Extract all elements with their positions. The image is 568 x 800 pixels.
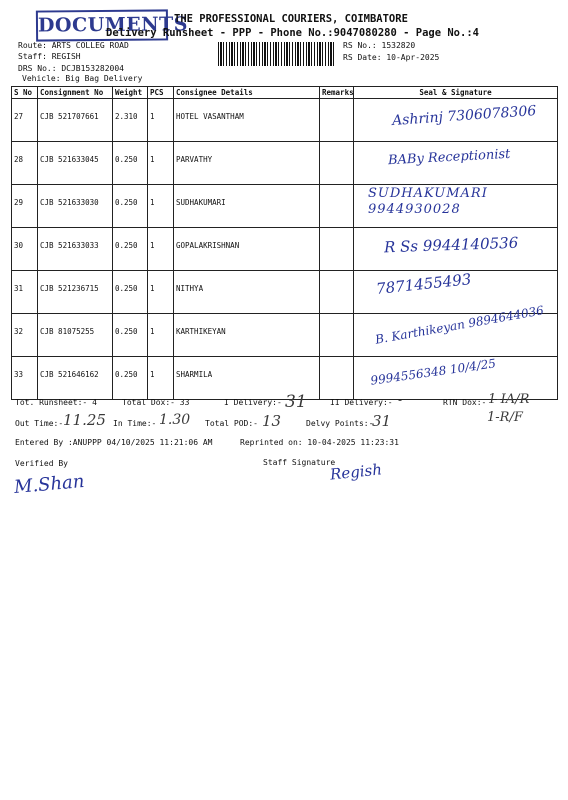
rtn-dox-label: RTN Dox:- [443,398,487,407]
staff-signature-label: Staff Signature [263,458,336,467]
cell-weight: 0.250 [113,314,148,357]
verified-by-label: Verified By [15,459,68,468]
signature-row-29: SUDHAKUMARI 9944930028 [368,186,488,217]
cell-remarks [320,228,354,271]
cell-consignment: CJB 521633033 [38,228,113,271]
table-header-row [12,87,558,99]
drs-label: DRS No.: DCJB153282004 [18,64,124,73]
cell-pcs: 1 [148,142,174,185]
cell-weight: 0.250 [113,357,148,400]
cell-consignment: CJB 521633030 [38,185,113,228]
cell-consignment: CJB 81075255 [38,314,113,357]
cell-pcs: 1 [148,314,174,357]
out-time-value: 11.25 [63,411,106,429]
column-header: Weight [113,87,148,99]
signature-row-27: Ashrinj 7306078306 [391,102,537,130]
cell-weight: 2.310 [113,99,148,142]
cell-remarks [320,99,354,142]
cell-consignment: CJB 521633045 [38,142,113,185]
rtn-dox-value: 1-IA/R [488,392,530,407]
delvy-points-value: 31 [372,412,392,430]
cell-sno: 33 [12,357,38,400]
cell-weight: 0.250 [113,142,148,185]
cell-weight: 0.250 [113,271,148,314]
runsheet-title: Delivery Runsheet - PPP - Phone No.:9047080280 - Page No.:4 [106,27,479,39]
verified-signature: M.Shan [13,470,86,499]
out-time-label: Out Time:- [15,419,64,428]
documents-stamp: DOCUMENTS [36,9,168,41]
cell-remarks [320,357,354,400]
staff-label: Staff: REGISH [18,52,81,61]
total-pod-label: Total POD:- [205,419,258,428]
i-delivery-value: 31 [285,392,307,412]
cell-pcs: 1 [148,271,174,314]
cell-remarks [320,142,354,185]
cell-consignment: CJB 521236715 [38,271,113,314]
signature-row-32: B. Karthikeyan 9894644036 [374,303,545,347]
cell-sno: 28 [12,142,38,185]
cell-weight: 0.250 [113,228,148,271]
total-dox: Total Dox:- 33 [122,398,190,407]
cell-consignee: PARVATHY [174,142,320,185]
vehicle-label: Vehicle: Big Bag Delivery [22,74,143,83]
tot-runsheet: Tot. Runsheet:- 4 [15,398,97,407]
column-header: Remarks [320,87,354,99]
column-header: Consignee Details [174,87,320,99]
cell-consignee: SHARMILA [174,357,320,400]
delvy-points-label: Delvy Points:- [306,419,374,428]
signature-row-33: 9994556348 10/4/25 [369,356,497,388]
staff-signature: Regish [329,460,383,484]
signature-row-28: BABy Receptionist [387,146,511,169]
cell-sno: 27 [12,99,38,142]
company-title: THE PROFESSIONAL COURIERS, COIMBATORE [174,13,408,25]
in-time-value: 1.30 [159,412,191,428]
rs-date: RS Date: 10-Apr-2025 [343,53,440,62]
cell-consignee: KARTHIKEYAN [174,314,320,357]
entered-by: Entered By :ANUPPP 04/10/2025 11:21:06 AM [15,438,213,447]
cell-consignment: CJB 521707661 [38,99,113,142]
cell-sno: 32 [12,314,38,357]
ii-delivery-label: II Delivery:- [330,398,393,407]
column-header: PCS [148,87,174,99]
cell-consignee: GOPALAKRISHNAN [174,228,320,271]
in-time-label: In Time:- [113,419,157,428]
i-delivery-label: I Delivery:- [224,398,282,407]
cell-sno: 30 [12,228,38,271]
table-row [12,271,558,314]
route-label: Route: ARTS COLLEG ROAD [18,41,129,50]
column-header: S No [12,87,38,99]
cell-pcs: 1 [148,228,174,271]
signature-row-30: R Ss 9944140536 [383,233,519,257]
column-header: Consignment No [38,87,113,99]
cell-consignee: NITHYA [174,271,320,314]
ii-delivery-value: - [398,393,403,407]
cell-remarks [320,185,354,228]
reprinted-on: Reprinted on: 10-04-2025 11:23:31 [240,438,399,447]
cell-sno: 29 [12,185,38,228]
cell-pcs: 1 [148,99,174,142]
barcode [218,42,336,66]
cell-consignee: SUDHAKUMARI [174,185,320,228]
cell-pcs: 1 [148,357,174,400]
signature-row-31: 7871455493 [375,270,473,298]
cell-consignment: CJB 521646162 [38,357,113,400]
cell-weight: 0.250 [113,185,148,228]
cell-remarks [320,314,354,357]
column-header: Seal & Signature [354,87,558,99]
cell-pcs: 1 [148,185,174,228]
cell-sno: 31 [12,271,38,314]
rs-number: RS No.: 1532820 [343,41,416,50]
total-pod-value: 13 [262,412,282,430]
cell-consignee: HOTEL VASANTHAM [174,99,320,142]
cell-remarks [320,271,354,314]
rtn-dox-value-2: 1-R/F [487,410,523,425]
